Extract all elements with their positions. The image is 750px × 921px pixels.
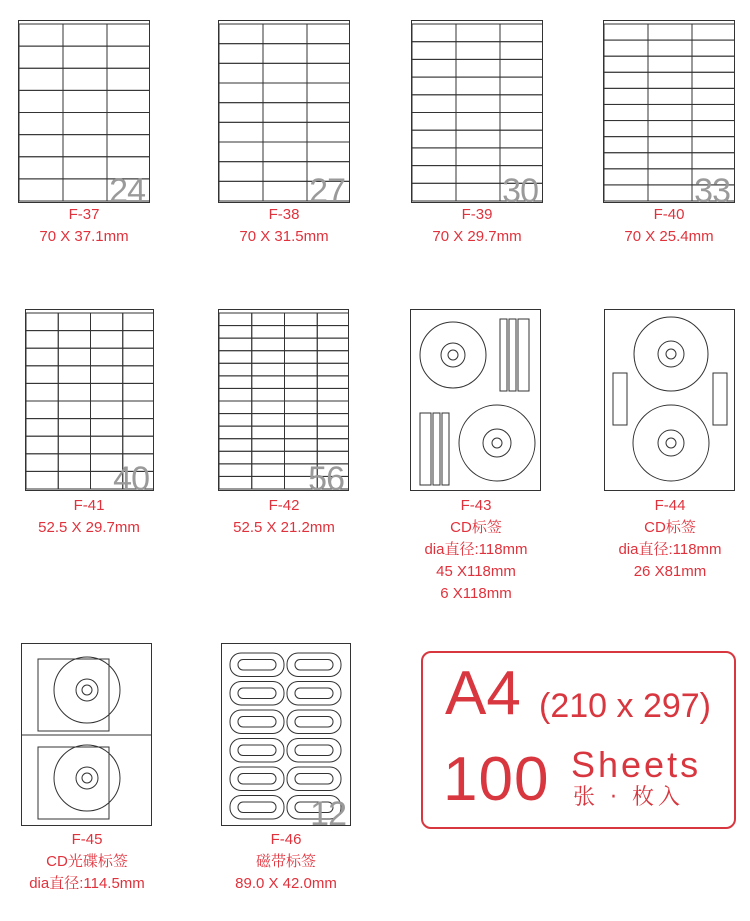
label-code: F-46 — [270, 831, 302, 848]
label-cell — [317, 414, 349, 427]
label-cell — [285, 313, 318, 326]
sheet-f42 — [218, 309, 349, 491]
label-cell — [219, 326, 252, 339]
label-cell — [252, 363, 285, 376]
label-cell — [456, 77, 500, 95]
sheet-f41 — [25, 309, 154, 491]
label-cell — [58, 366, 90, 384]
label-cell — [692, 104, 735, 120]
label-cell — [63, 113, 107, 135]
label-cell — [648, 72, 692, 88]
cd-disc — [633, 405, 709, 481]
label-cell — [456, 113, 500, 131]
tape-window — [238, 745, 276, 756]
label-cell — [219, 181, 263, 201]
label-cell — [412, 42, 456, 60]
caption-f38 — [194, 204, 374, 248]
label-cell — [58, 419, 90, 437]
label-cell — [219, 464, 252, 477]
label-cell — [58, 471, 90, 489]
side-strip — [613, 373, 627, 425]
tape-window — [238, 688, 276, 699]
label-cell — [317, 363, 349, 376]
side-strip — [713, 373, 727, 425]
sheet-unit: Sheets — [571, 744, 702, 785]
sheet-f39 — [411, 20, 543, 203]
label-cell — [456, 59, 500, 77]
label-cell — [412, 113, 456, 131]
tape-window — [238, 802, 276, 813]
label-cell — [19, 46, 63, 68]
label-spec: CD光碟标签 — [46, 853, 128, 870]
label-cell — [263, 142, 307, 162]
label-spec: 45 X118mm — [436, 563, 516, 580]
label-cell — [58, 454, 90, 472]
label-cell — [63, 68, 107, 90]
label-spec: 70 X 31.5mm — [239, 228, 329, 245]
label-spec: 6 X118mm — [440, 585, 512, 602]
cd-ring — [76, 679, 98, 701]
label-count: 40 — [113, 460, 149, 491]
label-cell — [123, 331, 154, 349]
label-code: F-38 — [268, 206, 300, 223]
spine-strip — [442, 413, 449, 485]
cd-ring — [483, 429, 511, 457]
label-cell — [19, 90, 63, 112]
label-cell — [58, 331, 90, 349]
label-cell — [219, 63, 263, 83]
label-cell — [26, 436, 58, 454]
label-cell — [648, 185, 692, 201]
label-cell — [26, 348, 58, 366]
label-cell — [456, 24, 500, 42]
label-cell — [252, 439, 285, 452]
label-cell — [285, 388, 318, 401]
label-spec: dia直径:118mm — [618, 541, 722, 558]
label-spec: 89.0 X 42.0mm — [235, 875, 337, 892]
tape-window — [238, 717, 276, 728]
label-cell — [91, 366, 123, 384]
label-cell — [219, 83, 263, 103]
label-count: 24 — [109, 172, 145, 203]
label-cell — [63, 24, 107, 46]
label-cell — [26, 313, 58, 331]
tape-window — [295, 717, 333, 728]
label-cell — [500, 77, 543, 95]
label-cell — [692, 88, 735, 104]
caption-f40 — [579, 204, 750, 248]
caption-f45 — [0, 829, 177, 895]
label-cell — [219, 439, 252, 452]
paper-dimensions: (210 x 297) — [539, 687, 711, 725]
label-cell — [107, 24, 150, 46]
sheet-quantity: 100 — [443, 745, 550, 814]
label-cell — [19, 157, 63, 179]
label-spec: 70 X 37.1mm — [39, 228, 129, 245]
label-cell — [285, 401, 318, 414]
cd-hole — [82, 773, 92, 783]
label-spec: 52.5 X 29.7mm — [38, 519, 140, 536]
label-cell — [263, 44, 307, 64]
label-spec: 26 X81mm — [633, 563, 707, 580]
spine-strip — [518, 319, 529, 391]
label-cell — [263, 83, 307, 103]
label-cell — [252, 388, 285, 401]
label-cell — [317, 401, 349, 414]
label-cell — [285, 376, 318, 389]
label-cell — [107, 90, 150, 112]
sheet-unit-zh: 张 · 枚入 — [573, 785, 684, 810]
label-cell — [219, 426, 252, 439]
label-cell — [26, 401, 58, 419]
caption-f42 — [194, 495, 374, 539]
sheet-f38 — [218, 20, 350, 203]
label-cell — [307, 24, 350, 44]
label-cell — [26, 454, 58, 472]
label-cell — [692, 40, 735, 56]
label-spec: CD标签 — [450, 519, 502, 536]
label-cell — [692, 56, 735, 72]
label-code: F-42 — [268, 497, 300, 514]
label-cell — [412, 148, 456, 166]
label-cell — [285, 351, 318, 364]
label-cell — [219, 142, 263, 162]
promo-box — [421, 651, 736, 829]
tape-window — [238, 660, 276, 671]
label-cell — [26, 419, 58, 437]
label-cell — [317, 388, 349, 401]
label-cell — [63, 135, 107, 157]
label-cell — [91, 419, 123, 437]
label-cell — [317, 351, 349, 364]
label-cell — [307, 142, 350, 162]
label-cell — [252, 376, 285, 389]
label-cell — [692, 137, 735, 153]
label-cell — [692, 121, 735, 137]
label-cell — [219, 476, 252, 489]
label-cell — [63, 157, 107, 179]
label-cell — [63, 46, 107, 68]
label-cell — [285, 338, 318, 351]
cd-layout-f44 — [605, 310, 735, 491]
label-cell — [26, 471, 58, 489]
label-cell — [412, 77, 456, 95]
label-count: 33 — [694, 172, 730, 203]
label-cell — [412, 183, 456, 201]
label-cell — [285, 326, 318, 339]
label-cell — [219, 388, 252, 401]
label-cell — [219, 338, 252, 351]
label-cell — [307, 103, 350, 123]
label-cell — [692, 72, 735, 88]
label-cell — [500, 42, 543, 60]
label-cell — [91, 436, 123, 454]
label-cell — [648, 24, 692, 40]
sheet-f44 — [604, 309, 735, 491]
label-cell — [285, 414, 318, 427]
label-code: F-40 — [653, 206, 685, 223]
label-cell — [252, 451, 285, 464]
label-cell — [648, 104, 692, 120]
label-cell — [252, 414, 285, 427]
label-code: F-37 — [68, 206, 100, 223]
label-cell — [456, 42, 500, 60]
cd-layout-f45 — [22, 644, 152, 826]
label-cell — [500, 24, 543, 42]
label-cell — [219, 122, 263, 142]
paper-size: A4 — [445, 659, 521, 728]
label-cell — [19, 68, 63, 90]
cd-ring — [76, 767, 98, 789]
label-cell — [58, 313, 90, 331]
label-cell — [604, 153, 648, 169]
label-count: 30 — [502, 172, 538, 203]
label-cell — [123, 313, 154, 331]
label-cell — [604, 185, 648, 201]
label-cell — [58, 436, 90, 454]
label-spec: 52.5 X 21.2mm — [233, 519, 335, 536]
label-cell — [58, 348, 90, 366]
label-code: F-45 — [71, 831, 103, 848]
label-code: F-39 — [461, 206, 493, 223]
label-cell — [252, 426, 285, 439]
label-spec: dia直径:114.5mm — [29, 875, 145, 892]
label-cell — [648, 137, 692, 153]
label-cell — [648, 169, 692, 185]
label-code: F-44 — [654, 497, 686, 514]
cd-disc — [634, 317, 708, 391]
tape-window — [238, 774, 276, 785]
label-cell — [604, 137, 648, 153]
label-cell — [412, 166, 456, 184]
caption-f44 — [580, 495, 750, 583]
label-count: 12 — [310, 795, 346, 826]
label-cell — [252, 338, 285, 351]
label-cell — [456, 183, 500, 201]
label-cell — [26, 331, 58, 349]
label-cell — [219, 451, 252, 464]
label-cell — [123, 383, 154, 401]
label-cell — [107, 113, 150, 135]
label-cell — [91, 401, 123, 419]
label-spec: 70 X 29.7mm — [432, 228, 522, 245]
label-cell — [219, 363, 252, 376]
label-cell — [500, 130, 543, 148]
label-cell — [252, 313, 285, 326]
cd-disc — [420, 322, 486, 388]
label-spec: 磁带标签 — [255, 853, 316, 870]
label-cell — [263, 181, 307, 201]
label-cell — [263, 162, 307, 182]
label-cell — [58, 401, 90, 419]
label-cell — [123, 436, 154, 454]
label-cell — [19, 135, 63, 157]
label-cell — [219, 414, 252, 427]
label-cell — [317, 426, 349, 439]
label-cell — [58, 383, 90, 401]
label-cell — [263, 24, 307, 44]
label-cell — [219, 44, 263, 64]
spine-strip — [509, 319, 516, 391]
tape-window — [295, 745, 333, 756]
label-cell — [317, 326, 349, 339]
label-cell — [456, 130, 500, 148]
label-cell — [604, 121, 648, 137]
label-cell — [648, 88, 692, 104]
label-cell — [19, 24, 63, 46]
tape-window — [295, 660, 333, 671]
label-cell — [107, 46, 150, 68]
label-cell — [648, 121, 692, 137]
label-code: F-41 — [73, 497, 105, 514]
label-cell — [252, 476, 285, 489]
label-cell — [19, 113, 63, 135]
caption-f43 — [386, 495, 566, 605]
label-cell — [604, 24, 648, 40]
label-cell — [307, 83, 350, 103]
label-count: 56 — [308, 460, 344, 491]
label-spec: dia直径:118mm — [424, 541, 528, 558]
label-spec: 70 X 25.4mm — [624, 228, 714, 245]
caption-f46 — [196, 829, 376, 895]
label-cell — [285, 426, 318, 439]
label-cell — [456, 95, 500, 113]
label-cell — [412, 95, 456, 113]
label-cell — [285, 439, 318, 452]
sheet-f43 — [410, 309, 541, 491]
label-cell — [26, 383, 58, 401]
label-cell — [500, 113, 543, 131]
label-cell — [219, 24, 263, 44]
label-cell — [500, 59, 543, 77]
label-cell — [123, 348, 154, 366]
cd-ring — [441, 343, 465, 367]
label-cell — [91, 313, 123, 331]
cd-disc — [54, 745, 120, 811]
caption-f37 — [0, 204, 174, 248]
label-cell — [123, 419, 154, 437]
caption-f39 — [387, 204, 567, 248]
label-cell — [307, 122, 350, 142]
label-code: F-43 — [460, 497, 492, 514]
sheet-f45 — [21, 643, 152, 826]
cd-hole — [492, 438, 502, 448]
label-cell — [219, 376, 252, 389]
label-cell — [219, 313, 252, 326]
label-spec: CD标签 — [644, 519, 696, 536]
label-cell — [252, 464, 285, 477]
label-cell — [219, 103, 263, 123]
spine-strip — [500, 319, 507, 391]
label-cell — [252, 351, 285, 364]
label-cell — [317, 376, 349, 389]
label-cell — [692, 24, 735, 40]
label-cell — [252, 326, 285, 339]
label-cell — [412, 24, 456, 42]
label-cell — [412, 130, 456, 148]
label-cell — [604, 72, 648, 88]
label-cell — [263, 63, 307, 83]
label-cell — [648, 56, 692, 72]
label-cell — [63, 90, 107, 112]
label-cell — [604, 169, 648, 185]
label-cell — [500, 148, 543, 166]
label-cell — [285, 363, 318, 376]
cd-disc — [459, 405, 535, 481]
label-cell — [456, 166, 500, 184]
label-cell — [604, 56, 648, 72]
label-cell — [219, 401, 252, 414]
label-cell — [500, 95, 543, 113]
cd-layout-f43 — [411, 310, 541, 491]
label-cell — [604, 104, 648, 120]
cd-ring — [658, 341, 684, 367]
label-cell — [91, 348, 123, 366]
sheet-f46 — [221, 643, 351, 826]
label-cell — [123, 366, 154, 384]
label-cell — [648, 153, 692, 169]
label-cell — [252, 401, 285, 414]
label-cell — [317, 439, 349, 452]
caption-f41 — [0, 495, 179, 539]
label-cell — [456, 148, 500, 166]
cd-disc — [54, 657, 120, 723]
label-cell — [307, 44, 350, 64]
label-cell — [412, 59, 456, 77]
label-cell — [91, 331, 123, 349]
label-cell — [317, 313, 349, 326]
cd-hole — [82, 685, 92, 695]
label-count: 27 — [309, 172, 345, 203]
tape-window — [295, 688, 333, 699]
label-cell — [26, 366, 58, 384]
label-cell — [317, 338, 349, 351]
label-cell — [107, 135, 150, 157]
label-cell — [123, 401, 154, 419]
spine-strip — [433, 413, 440, 485]
label-cell — [63, 179, 107, 201]
label-cell — [219, 162, 263, 182]
label-cell — [263, 103, 307, 123]
tape-window — [295, 774, 333, 785]
label-cell — [219, 351, 252, 364]
label-cell — [604, 88, 648, 104]
sheet-f40 — [603, 20, 735, 203]
cd-hole — [666, 349, 676, 359]
label-cell — [692, 153, 735, 169]
spine-strip — [420, 413, 431, 485]
cd-hole — [448, 350, 458, 360]
label-cell — [263, 122, 307, 142]
cd-ring — [658, 430, 684, 456]
label-cell — [604, 40, 648, 56]
label-cell — [91, 383, 123, 401]
label-cell — [307, 63, 350, 83]
sheet-f37 — [18, 20, 150, 203]
label-cell — [648, 40, 692, 56]
label-cell — [107, 68, 150, 90]
cd-hole — [666, 438, 676, 448]
label-cell — [19, 179, 63, 201]
